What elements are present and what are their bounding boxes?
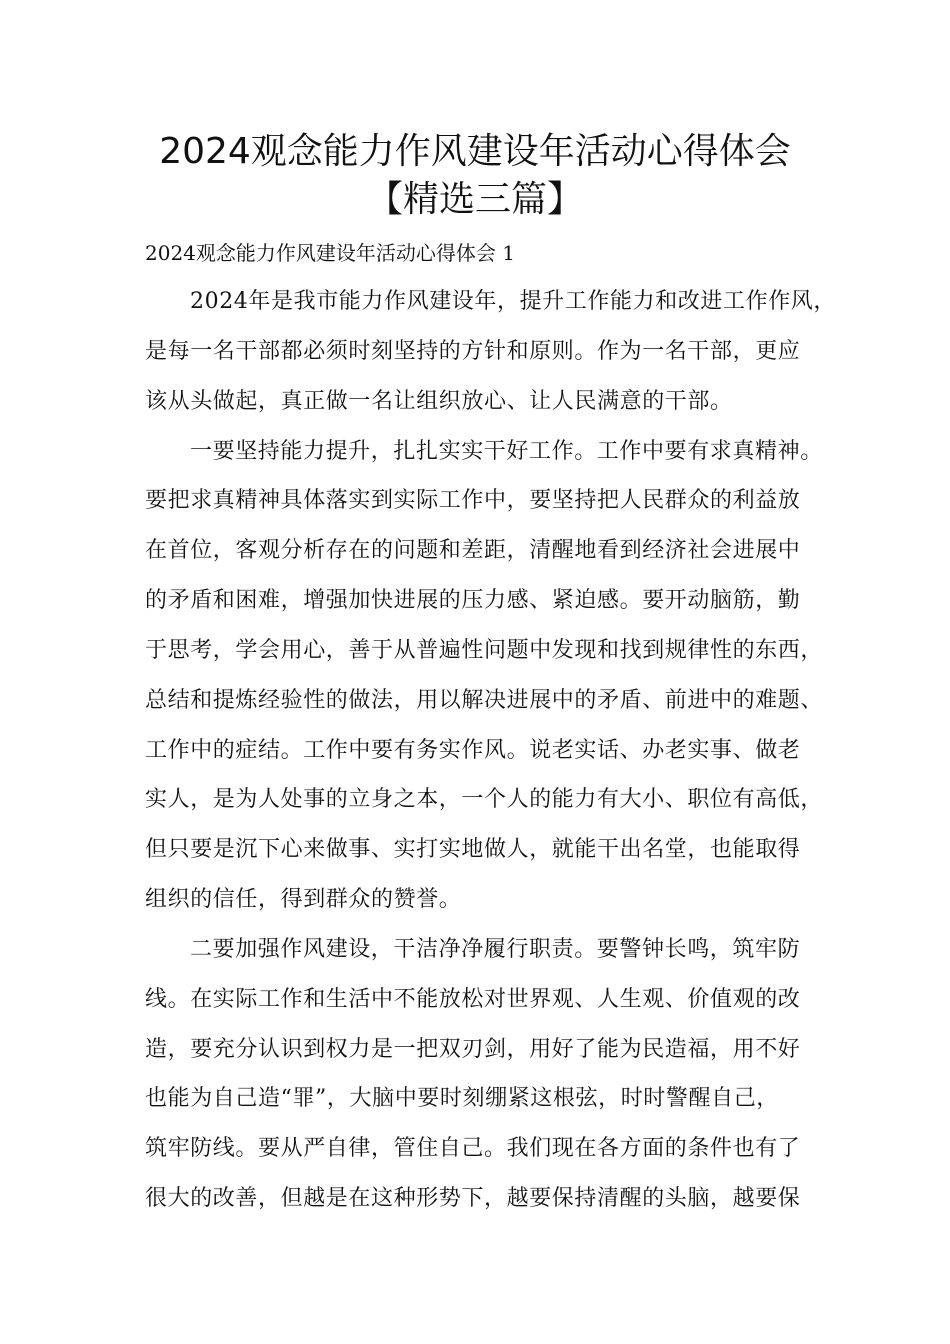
body-line: 要把求真精神具体落实到实际工作中，要坚持把人民群众的利益放 xyxy=(145,488,801,513)
body-line: 工作中的症结。工作中要有务实作风。说老实话、办老实事、做老 xyxy=(145,738,801,763)
body-line: 筑牢防线。要从严自律，管住自己。我们现在各方面的条件也有了 xyxy=(145,1136,801,1161)
body-line: 但只要是沉下心来做事、实打实地做人，就能干出名堂，也能取得 xyxy=(145,837,801,862)
body-line: 也能为自己造“罪”，大脑中要时刻绷紧这根弦，时时警醒自己， xyxy=(145,1086,779,1111)
body-line: 二要加强作风建设，干洁净净履行职责。要警钟长鸣，筑牢防 xyxy=(190,937,801,962)
body-line: 组织的信任，得到群众的赞誉。 xyxy=(145,887,462,912)
body-line: 2024年是我市能力作风建设年，提升工作能力和改进工作作风， xyxy=(190,289,836,314)
body-line: 总结和提炼经验性的做法，用以解决进展中的矛盾、前进中的难题、 xyxy=(145,688,824,713)
body-line: 一要坚持能力提升，扎扎实实干好工作。工作中要有求真精神。 xyxy=(190,439,823,464)
section-heading: 2024观念能力作风建设年活动心得体会 1 xyxy=(145,241,515,265)
body-line: 很大的改善，但越是在这种形势下，越要保持清醒的头脑，越要保 xyxy=(145,1186,801,1211)
document-title-line-2: 【精选三篇】 xyxy=(366,179,583,220)
body-line: 是每一名干部都必须时刻坚持的方针和原则。作为一名干部，更应 xyxy=(145,339,801,364)
body-line: 于思考，学会用心，善于从普遍性问题中发现和找到规律性的东西， xyxy=(145,638,824,663)
body-line: 实人，是为人处事的立身之本，一个人的能力有大小、职位有高低， xyxy=(145,787,824,812)
body-line: 造，要充分认识到权力是一把双刃剑，用好了能为民造福，用不好 xyxy=(145,1037,801,1062)
body-line: 在首位，客观分析存在的问题和差距，清醒地看到经济社会进展中 xyxy=(145,538,801,563)
document-title-line-1: 2024观念能力作风建设年活动心得体会 xyxy=(159,131,791,172)
body-line: 的矛盾和困难，增强加快进展的压力感、紧迫感。要开动脑筋，勤 xyxy=(145,588,801,613)
body-line: 线。在实际工作和生活中不能放松对世界观、人生观、价值观的改 xyxy=(145,987,801,1012)
body-line: 该从头做起，真正做一名让组织放心、让人民满意的干部。 xyxy=(145,389,733,414)
